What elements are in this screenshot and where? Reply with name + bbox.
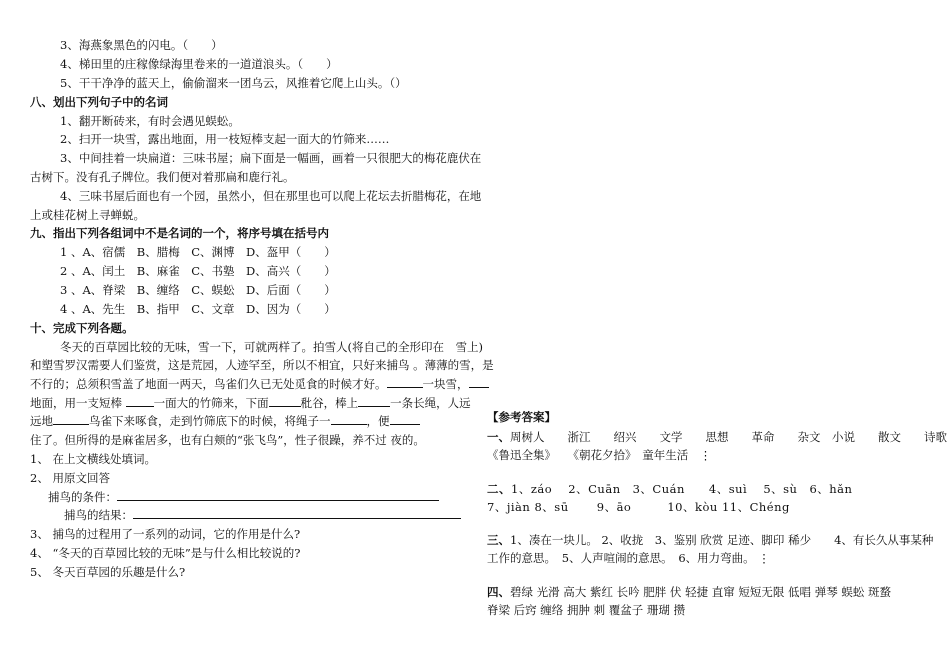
sub-question-2: 2、 用原文回答 bbox=[30, 471, 110, 485]
fill-blank-2[interactable] bbox=[469, 377, 489, 388]
fill-blank-1[interactable] bbox=[387, 377, 423, 388]
catch-result-row: 捕鸟的结果： bbox=[64, 508, 461, 522]
q10-title: 十、完成下列各题。 bbox=[30, 321, 134, 335]
q7-item-3: 3、海燕象黑色的闪电。（ ） bbox=[60, 38, 223, 52]
sub-question-5: 5、 冬天百草园的乐趣是什么? bbox=[30, 565, 186, 579]
q9-item-4: 4 、A、先生 B、指甲 C、文章 D、因为（ ） bbox=[60, 302, 336, 316]
fill-blank-8[interactable] bbox=[390, 414, 420, 425]
fill-blank-7[interactable] bbox=[331, 414, 367, 425]
q7-item-5: 5、干干净净的蓝天上，偷偷溜来一团乌云，风推着它爬上山头。（） bbox=[60, 76, 407, 90]
answer-4-row-2: 脊梁 后窍 缠络 拥肿 刺 覆盆子 珊瑚 攒 bbox=[487, 603, 686, 617]
q9-title: 九、指出下列各组词中不是名词的一个，将序号填在括号内 bbox=[30, 226, 329, 240]
catch-condition-row: 捕鸟的条件： bbox=[48, 490, 439, 504]
q7-item-4: 4、梯田里的庄稼像绿海里卷来的一道道浪头。（ ） bbox=[60, 57, 338, 71]
q8-item-4: 4、三味书屋后面也有一个园，虽然小，但在那里也可以爬上花坛去折腊梅花，在地 bbox=[60, 189, 482, 203]
fill-blank-5[interactable] bbox=[358, 396, 390, 407]
answer-3-row-2: 工作的意思。 5、人声喧闹的意思。 6、用力弯曲。 ⋮ bbox=[487, 551, 770, 565]
answers-title: 【参考答案】 bbox=[487, 410, 556, 424]
answer-3-row-1: 三、1、凑在一块儿。 2、收拢 3、鉴别 欣赏 足迹、脚印 稀少 4、有长久从事某种 bbox=[487, 533, 934, 547]
q8-item-2: 2、扫开一块雪，露出地面，用一枝短棒支起一面大的竹筛来…… bbox=[60, 132, 390, 146]
fill-blank-6[interactable] bbox=[53, 414, 89, 425]
sub-question-4: 4、 “冬天的百草园比较的无味”是与什么相比较说的? bbox=[30, 546, 301, 560]
q8-item-3: 3、中间挂着一块扁道：三味书屋；扁下面是一幅画，画着一只很肥大的梅花鹿伏在 bbox=[60, 151, 482, 165]
passage-line-2: 和塑雪罗汉需要人们鉴赏，这是荒园，人迹罕至，所以不相宜，只好来捕鸟 。薄薄的雪，是 bbox=[30, 358, 494, 372]
q8-item-1: 1、翻开断砖来，有时会遇见蜈蚣。 bbox=[60, 114, 240, 128]
catch-result-answer-line[interactable] bbox=[133, 508, 461, 519]
q9-item-2: 2 、A、闰土 B、麻雀 C、书塾 D、高兴（ ） bbox=[60, 264, 336, 278]
sub-question-1: 1、 在上文横线处填词。 bbox=[30, 452, 156, 466]
fill-blank-3[interactable] bbox=[126, 396, 154, 407]
fill-blank-4[interactable] bbox=[269, 396, 301, 407]
catch-condition-answer-line[interactable] bbox=[117, 490, 439, 501]
passage-line-6: 住了。但所得的是麻雀居多，也有白颊的“张飞鸟”，性子很躁，养不过 夜的。 bbox=[30, 433, 425, 447]
q8-item-3-cont: 古树下。没有孔子牌位。我们便对着那扁和鹿行礼。 bbox=[30, 170, 295, 184]
passage-line-3: 不行的；总须积雪盖了地面一两天，鸟雀们久已无处觅食的时候才好。 一块雪， bbox=[30, 377, 489, 391]
answer-4-row-1: 四、碧绿 光滑 高大 紫红 长吟 肥胖 伏 轻捷 直窜 短短无限 低唱 弹琴 蜈蚣 斑蝥 bbox=[487, 585, 892, 599]
answer-2-row-1: 二、1、záo 2、Cuān 3、Cuán 4、suì 5、sù 6、hǎn bbox=[487, 482, 853, 496]
answer-2-row-2: 7、jiàn 8、sū 9、āo 10、kòu 11、Chéng bbox=[487, 500, 790, 514]
q9-item-1: 1 、A、宿儒 B、腊梅 C、渊博 D、盔甲（ ） bbox=[60, 245, 336, 259]
answer-1-row-2: 《鲁迅全集》 《朝花夕拾》 童年生活 ⋮ bbox=[487, 448, 712, 462]
q8-title: 八、划出下列句子中的名词 bbox=[30, 95, 168, 109]
q9-item-3: 3 、A、脊梁 B、缠络 C、蜈蚣 D、后面（ ） bbox=[60, 283, 336, 297]
passage-line-5: 远地 鸟雀下来啄食，走到竹筛底下的时候，将绳子一 ，便 bbox=[30, 414, 420, 428]
sub-question-3: 3、 捕鸟的过程用了一系列的动词，它的作用是什么? bbox=[30, 527, 301, 541]
passage-line-1: 冬天的百草园比较的无味，雪一下，可就两样了。拍雪人(将自己的全形印在 雪上) bbox=[60, 340, 483, 354]
answer-1-row-1: 一、周树人 浙江 绍兴 文学 思想 革命 杂文 小说 散文 诗歌 bbox=[487, 430, 947, 444]
passage-line-4: 地面，用一支短棒 一面大的竹筛来，下面 秕谷，棒上 一条长绳，人远 bbox=[30, 396, 471, 410]
q8-item-4-cont: 上或桂花树上寻蝉蜕。 bbox=[30, 208, 145, 222]
